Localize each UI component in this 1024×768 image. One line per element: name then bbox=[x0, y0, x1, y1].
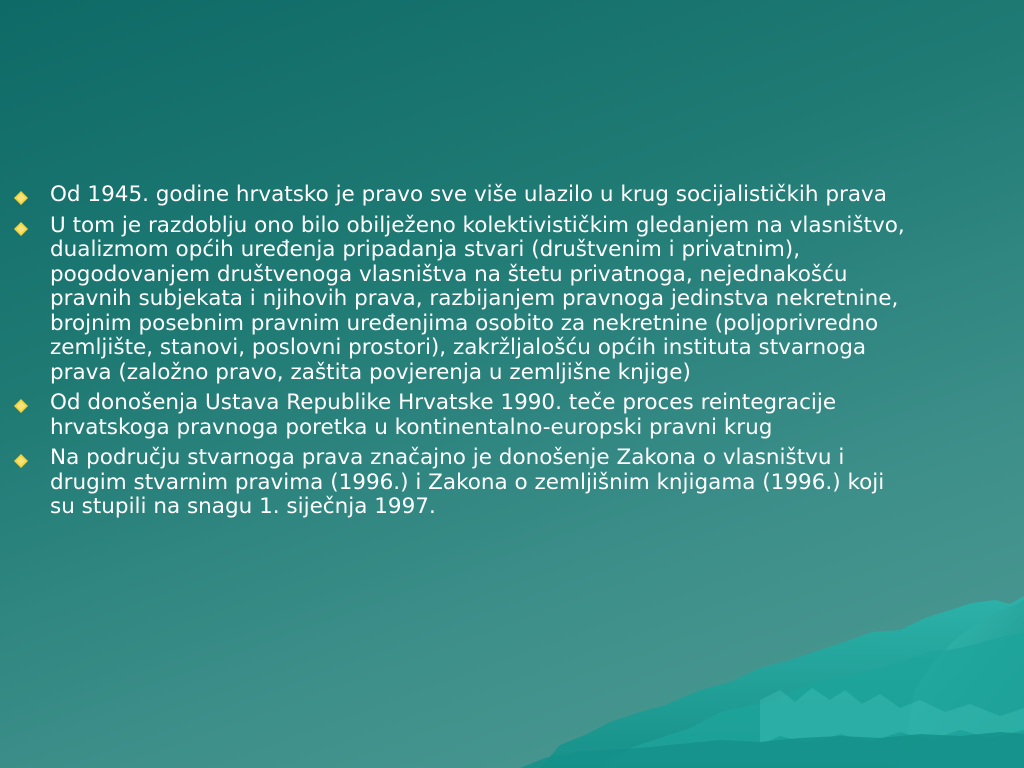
diamond-bullet-icon bbox=[14, 222, 28, 236]
slide-content bbox=[12, 183, 912, 526]
bullet-item-3 bbox=[12, 391, 912, 440]
bullet-text: Od 1945. godine hrvatsko je pravo sve više ulazilo u krug socijalističkih prava bbox=[50, 182, 887, 207]
bullet-text: Na području stvarnoga prava značajno je donošenje Zakona o vlasništvu i drugim stvarnim pravima (1996.) i Zakona o zemljišnim knjigama (1996.) koji su stupili na snagu 1. siječnja 1997. bbox=[50, 445, 885, 519]
bullet-item-1 bbox=[12, 183, 912, 208]
bullet-text: Od donošenja Ustava Republike Hrvatske 1990. teče proces reintegracije hrvatskoga pravnoga poretka u kontinentalno-europski pravni krug bbox=[50, 390, 837, 440]
bullet-item-4 bbox=[12, 446, 912, 520]
diamond-bullet-icon bbox=[14, 454, 28, 468]
bullet-list bbox=[12, 183, 912, 520]
bullet-item-2 bbox=[12, 214, 912, 386]
diamond-bullet-icon bbox=[14, 399, 28, 413]
diamond-bullet-icon bbox=[14, 191, 28, 205]
bullet-text: U tom je razdoblju ono bilo obilježeno kolektivističkim gledanjem na vlasništvo, dualizmom općih uređenja pripadanja stvari (društvenim i privatnim), pogodovanjem društvenoga vlasništva na štetu privatnoga, nejednakošću pravnih subjekata i njihovih prava, razbijanjem pravnoga jedinstva nekretnine, brojnim posebnim pravnim uređenjima osobito za nekretnine (poljoprivredno zemljište, stanovi, poslovni prostori), zakržljalošću općih instituta stvarnoga prava (založno pravo, zaštita povjerenja u zemljišne knjige) bbox=[50, 212, 905, 385]
